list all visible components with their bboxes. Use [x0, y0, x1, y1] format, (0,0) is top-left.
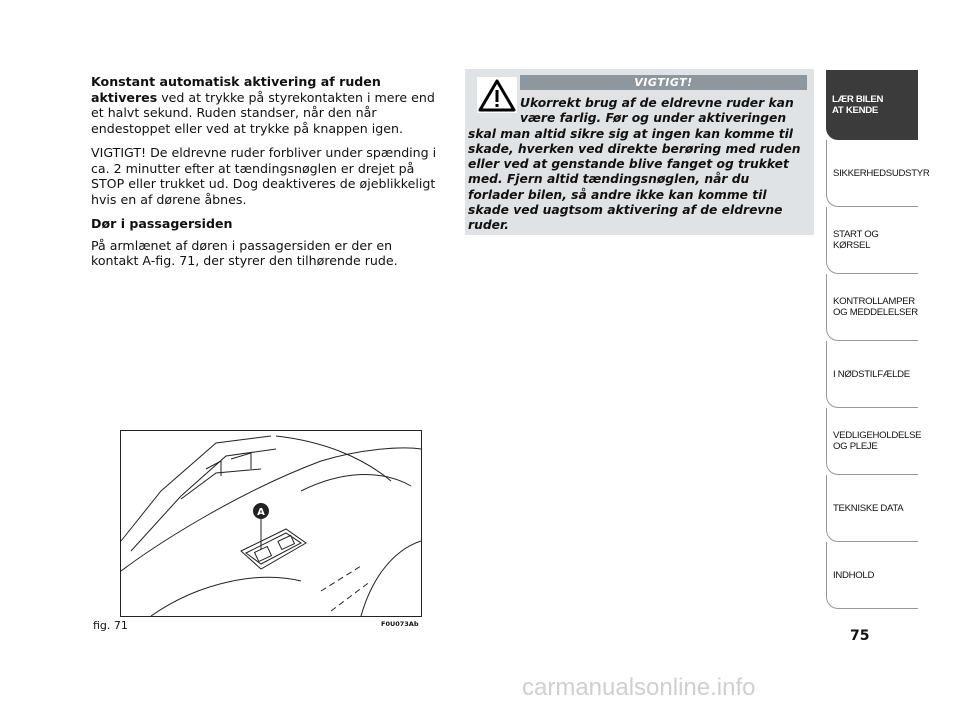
tab-indhold[interactable]	[826, 542, 918, 609]
tab-label: KONTROLLAMPER OG MEDDELELSER	[833, 296, 918, 318]
tab-lær-bilen-at-kende[interactable]	[826, 70, 918, 140]
warning-text-first: Ukorrekt brug af de eldrevne ruder kan være farlig. Før og under aktiveringen	[520, 96, 794, 126]
warning-text-rest: skal man altid sikre sig at ingen kan komme til skade, hverken ved direkte berøring med ruden eller ved at genstande blive fanget og trukket med. Fjern altid tændingsnøglen, når du forlader bilen, så andre ikke kan komme til skade ved uagtsom aktivering af de eldrevne ruder.	[468, 126, 801, 233]
tab-label: TEKNISKE DATA	[833, 502, 904, 514]
tab-start-og-kørsel[interactable]	[826, 207, 918, 274]
figure-door-armrest	[120, 430, 422, 617]
chapter-tabs	[826, 70, 930, 609]
paragraph-auto-activation	[91, 74, 441, 136]
tab-sikkerhedsudstyr[interactable]	[826, 140, 930, 207]
warning-text	[468, 96, 808, 234]
tab-label: LÆR BILEN AT KENDE	[832, 94, 884, 116]
callout-a-label: A	[257, 507, 265, 518]
figure-code: F0U073Ab	[381, 620, 419, 628]
tab-label: INDHOLD	[833, 569, 875, 581]
main-text-column	[91, 74, 441, 278]
tab-label: SIKKERHEDSUDSTYR	[833, 167, 930, 179]
section-heading-passenger-door: Dør i passagersiden	[91, 216, 233, 231]
warning-box	[465, 69, 814, 235]
page-number: 75	[850, 628, 870, 644]
tab-label: START OG KØRSEL	[833, 229, 879, 251]
warning-title: VIGTIGT!	[520, 75, 807, 90]
auto-activation-text: ved at trykke på styrekontakten i mere end et halvt sekund. Ruden standser, når den når endestoppet eller ved at trykke på knappen igen.	[91, 89, 435, 136]
tab-vedligeholdelse[interactable]	[826, 408, 922, 475]
paragraph-important: VIGTIGT! De eldrevne ruder forbliver under spænding i ca. 2 minutter efter at tændingsnøglen er drejet på STOP eller trukket ud. Dog deaktiveres de øjeblikkeligt hvis en af dørene åbnes.	[91, 145, 437, 207]
tab-i-nødstilfælde[interactable]	[826, 341, 918, 408]
tab-label: I NØDSTILFÆLDE	[833, 368, 910, 380]
paragraph-passenger-door: På armlænet af døren i passagersiden er der en kontakt A-fig. 71, der styrer den tilhørende rude.	[91, 237, 398, 268]
tab-label: VEDLIGEHOLDELSE OG PLEJE	[833, 430, 922, 452]
figure-caption: fig. 71	[93, 619, 128, 632]
auto-activation-heading: Konstant automatisk aktivering af ruden aktiveres	[91, 74, 381, 105]
tab-tekniske-data[interactable]	[826, 475, 918, 542]
door-armrest-illustration	[121, 431, 421, 616]
tab-kontrollamper[interactable]	[826, 274, 918, 341]
watermark-text: carmanualsonline.info	[522, 674, 756, 701]
